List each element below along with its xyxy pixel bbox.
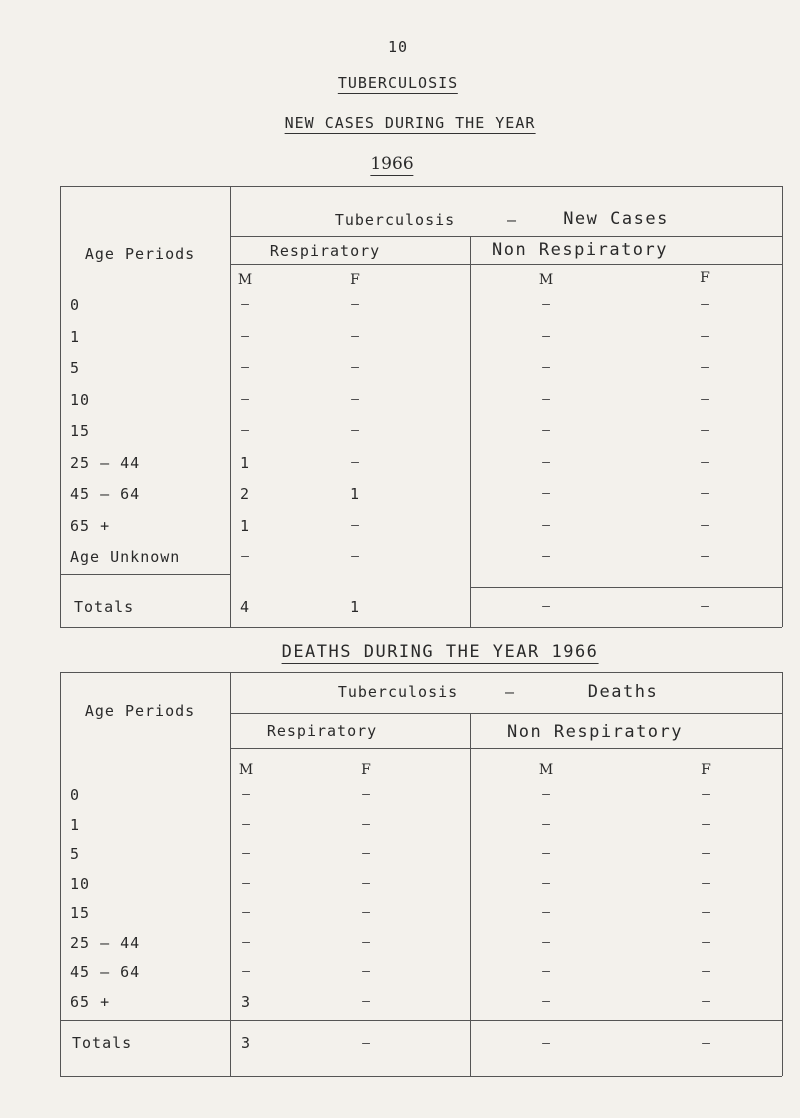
cell-rm: –: [241, 297, 249, 312]
cell-nm: –: [542, 816, 550, 832]
cell-rm: –: [241, 328, 249, 344]
totals-label-deaths: Totals: [72, 1034, 133, 1052]
cell-rm: –: [241, 360, 249, 375]
age-period-cell: 65 +: [70, 516, 111, 535]
cell-nm: –: [542, 328, 550, 344]
nonresp-m-header-deaths: M: [538, 762, 554, 778]
cell-rf: –: [351, 328, 359, 344]
cell-rf: –: [351, 454, 359, 470]
age-period-cell: 25 – 44: [70, 933, 141, 952]
cell-rm: –: [241, 549, 249, 564]
cell-rf: –: [362, 787, 370, 802]
totals-resp-m-deaths: 3: [240, 1034, 252, 1052]
cell-nf: –: [702, 846, 710, 861]
header-dash-deaths: –: [504, 683, 516, 701]
cell-rm: –: [242, 787, 250, 802]
age-period-cell: 25 – 44: [70, 453, 141, 472]
deaths-header: Deaths: [587, 682, 659, 702]
age-periods-header-deaths: Age Periods: [84, 702, 196, 720]
age-period-cell: 45 – 64: [70, 485, 141, 503]
cell-rm: –: [242, 816, 250, 832]
cell-nm: –: [542, 964, 550, 979]
cell-rf: –: [351, 360, 359, 375]
page-title: TUBERCULOSIS: [337, 74, 459, 92]
non-respiratory-header: Non Respiratory: [491, 240, 669, 260]
new-cases-header: New Cases: [563, 209, 669, 229]
cell-rf: –: [362, 964, 370, 979]
age-period-cell: Age Unknown: [70, 548, 181, 566]
cell-nf: –: [702, 934, 710, 950]
cell-nf: –: [701, 423, 709, 438]
resp-f-header: F: [350, 272, 360, 288]
cell-rm: –: [242, 875, 250, 891]
cell-rf: –: [362, 875, 370, 891]
cell-nm: –: [542, 297, 550, 312]
age-period-cell: 65 +: [70, 992, 111, 1011]
cell-nm: –: [542, 934, 550, 950]
cell-nm: –: [542, 787, 550, 802]
non-respiratory-header-deaths: Non Respiratory: [506, 722, 684, 742]
age-periods-header: Age Periods: [84, 245, 196, 263]
cell-nm: –: [542, 846, 550, 861]
cell-nm: –: [542, 517, 550, 533]
cell-nm: –: [542, 486, 550, 501]
totals-nonresp-m: –: [542, 599, 550, 614]
resp-f-header-deaths: F: [361, 762, 371, 778]
age-period-cell: 45 – 64: [70, 963, 141, 981]
totals-resp-m: 4: [239, 598, 251, 616]
age-period-cell: 0: [70, 786, 81, 804]
cell-rm: 3: [240, 992, 252, 1011]
cell-rf: 1: [349, 485, 361, 503]
cell-rm: –: [241, 391, 249, 407]
cell-rf: –: [351, 549, 359, 564]
cell-nf: –: [701, 328, 709, 344]
age-period-cell: 15: [70, 422, 91, 440]
year-heading: 1966: [370, 154, 414, 174]
tuberculosis-header-deaths: Tuberculosis: [337, 683, 459, 701]
respiratory-header: Respiratory: [269, 242, 381, 260]
cell-nf: –: [702, 964, 710, 979]
age-period-cell: 5: [70, 359, 81, 377]
cell-nf: –: [701, 517, 709, 533]
page-number: 10: [387, 38, 409, 56]
cell-nf: –: [701, 360, 709, 375]
age-period-cell: 1: [70, 327, 81, 346]
age-period-cell: 5: [70, 845, 81, 863]
cell-nf: –: [701, 454, 709, 470]
header-dash: –: [506, 211, 518, 229]
cell-nf: –: [702, 787, 710, 802]
cell-nm: –: [542, 391, 550, 407]
nonresp-f-header: F: [700, 270, 710, 286]
totals-nonresp-f: –: [701, 599, 709, 614]
deaths-heading: DEATHS DURING THE YEAR 1966: [281, 642, 599, 662]
cell-rm: –: [241, 423, 249, 438]
cell-rm: 1: [239, 453, 251, 472]
cell-rf: –: [351, 517, 359, 533]
totals-resp-f: 1: [349, 598, 361, 616]
cell-nf: –: [701, 391, 709, 407]
page-subtitle: NEW CASES DURING THE YEAR: [284, 114, 536, 132]
cell-rm: –: [242, 934, 250, 950]
cell-rf: –: [362, 846, 370, 861]
cell-rf: –: [362, 905, 370, 920]
totals-nonresp-f-deaths: –: [702, 1036, 710, 1051]
age-period-cell: 1: [70, 815, 81, 834]
age-period-cell: 0: [70, 296, 81, 314]
nonresp-m-header: M: [538, 272, 554, 288]
cell-nm: –: [542, 423, 550, 438]
cell-nm: –: [542, 360, 550, 375]
cell-nm: –: [542, 993, 550, 1009]
totals-label: Totals: [74, 598, 135, 616]
cell-nf: –: [702, 875, 710, 891]
cell-rf: –: [351, 297, 359, 312]
totals-resp-f-deaths: –: [362, 1036, 370, 1051]
tuberculosis-header: Tuberculosis: [334, 211, 456, 229]
cell-rm: –: [242, 846, 250, 861]
resp-m-header-deaths: M: [238, 762, 254, 778]
cell-nm: –: [542, 454, 550, 470]
cell-nm: –: [542, 549, 550, 564]
age-period-cell: 10: [70, 874, 91, 893]
totals-nonresp-m-deaths: –: [542, 1036, 550, 1051]
cell-nf: –: [701, 486, 709, 501]
cell-rf: –: [362, 993, 370, 1009]
cell-rf: –: [351, 423, 359, 438]
cell-rm: 2: [239, 485, 251, 503]
age-period-cell: 10: [70, 390, 91, 409]
respiratory-header-deaths: Respiratory: [266, 722, 378, 740]
cell-rf: –: [362, 816, 370, 832]
cell-rm: –: [242, 964, 250, 979]
cell-rf: –: [362, 934, 370, 950]
cell-nf: –: [702, 993, 710, 1009]
cell-nf: –: [701, 297, 709, 312]
cell-nf: –: [701, 549, 709, 564]
cell-nf: –: [702, 816, 710, 832]
resp-m-header: M: [237, 272, 253, 288]
age-period-cell: 15: [70, 904, 91, 922]
cell-rm: –: [242, 905, 250, 920]
cell-rf: –: [351, 391, 359, 407]
cell-nm: –: [542, 905, 550, 920]
cell-rm: 1: [239, 516, 251, 535]
cell-nf: –: [702, 905, 710, 920]
cell-nm: –: [542, 875, 550, 891]
nonresp-f-header-deaths: F: [701, 762, 711, 778]
